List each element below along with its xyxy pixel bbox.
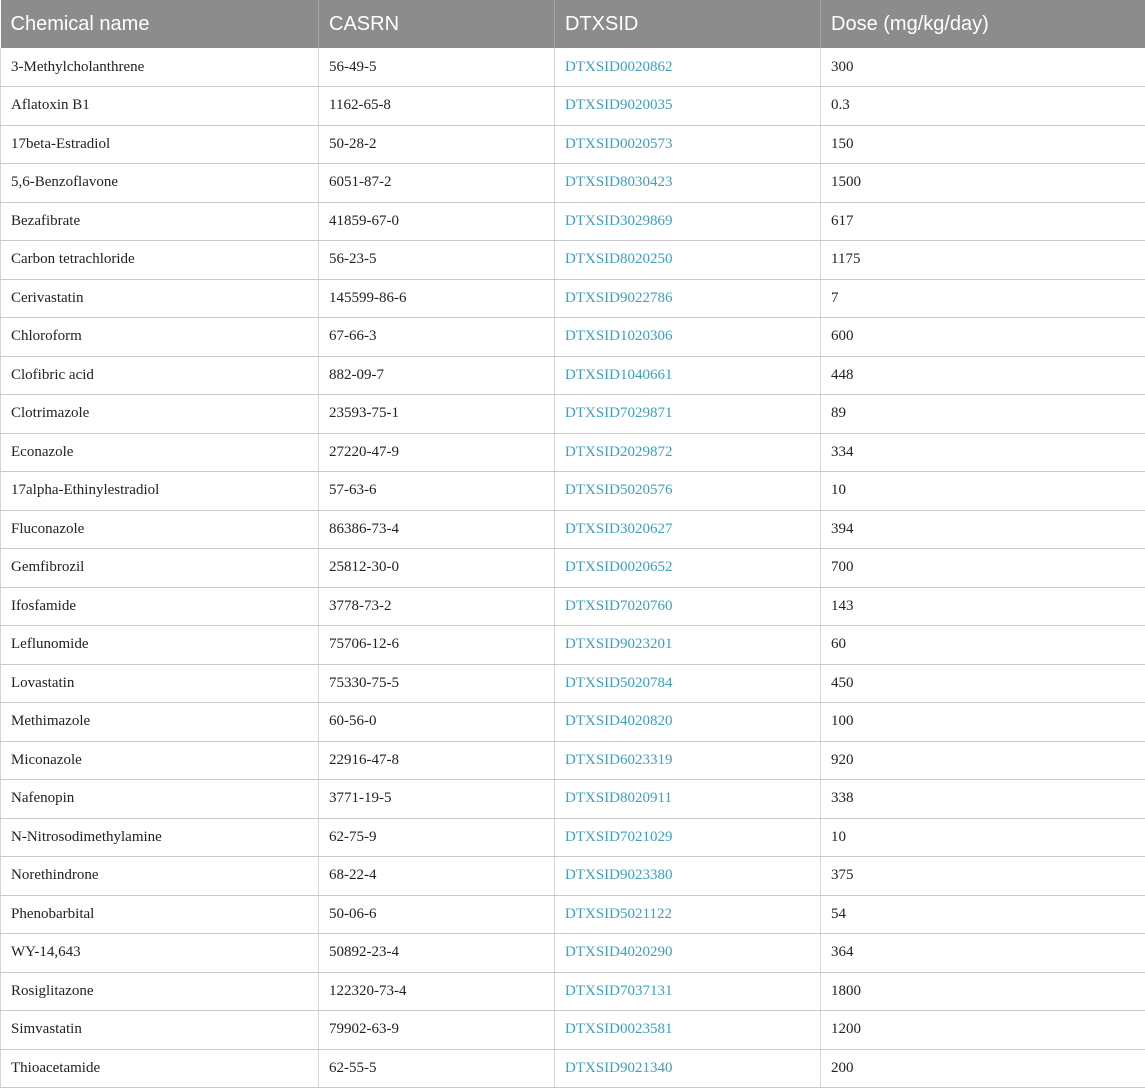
dtxsid-link[interactable]: DTXSID9023380 xyxy=(565,867,673,883)
dtxsid-link[interactable]: DTXSID7021029 xyxy=(565,829,673,845)
cell-dose: 150 xyxy=(821,125,1145,164)
cell-chemical-name: 17beta-Estradiol xyxy=(1,125,319,164)
table-row xyxy=(1,318,1145,357)
dtxsid-link[interactable]: DTXSID5020576 xyxy=(565,482,673,498)
cell-dose: 100 xyxy=(821,703,1145,742)
dtxsid-link[interactable]: DTXSID5020784 xyxy=(565,675,673,691)
dtxsid-link[interactable]: DTXSID2029872 xyxy=(565,444,673,460)
cell-chemical-name: Econazole xyxy=(1,433,319,472)
cell-chemical-name: Miconazole xyxy=(1,741,319,780)
cell-casrn: 67-66-3 xyxy=(319,318,555,357)
cell-chemical-name: Simvastatin xyxy=(1,1011,319,1050)
cell-dose: 1500 xyxy=(821,164,1145,203)
cell-dtxsid xyxy=(555,972,821,1011)
cell-dtxsid xyxy=(555,818,821,857)
cell-casrn: 6051-87-2 xyxy=(319,164,555,203)
table-row xyxy=(1,472,1145,511)
header-dose: Dose (mg/kg/day) xyxy=(821,0,1145,48)
cell-casrn: 86386-73-4 xyxy=(319,510,555,549)
dtxsid-link[interactable]: DTXSID9020035 xyxy=(565,97,673,113)
dtxsid-link[interactable]: DTXSID9023201 xyxy=(565,636,673,652)
dtxsid-link[interactable]: DTXSID5021122 xyxy=(565,906,672,922)
cell-chemical-name: Phenobarbital xyxy=(1,895,319,934)
cell-casrn: 145599-86-6 xyxy=(319,279,555,318)
table-row xyxy=(1,741,1145,780)
dtxsid-link[interactable]: DTXSID9022786 xyxy=(565,290,673,306)
cell-dtxsid xyxy=(555,1011,821,1050)
table-row xyxy=(1,510,1145,549)
cell-casrn: 3778-73-2 xyxy=(319,587,555,626)
cell-dtxsid xyxy=(555,626,821,665)
cell-dose: 364 xyxy=(821,934,1145,973)
dtxsid-link[interactable]: DTXSID0023581 xyxy=(565,1021,673,1037)
dtxsid-link[interactable]: DTXSID7020760 xyxy=(565,598,673,614)
cell-dose: 200 xyxy=(821,1049,1145,1088)
table-row xyxy=(1,626,1145,665)
cell-dose: 448 xyxy=(821,356,1145,395)
table-row xyxy=(1,87,1145,126)
dtxsid-link[interactable]: DTXSID3029869 xyxy=(565,213,673,229)
cell-dtxsid xyxy=(555,857,821,896)
cell-casrn: 23593-75-1 xyxy=(319,395,555,434)
cell-chemical-name: Leflunomide xyxy=(1,626,319,665)
cell-dtxsid xyxy=(555,433,821,472)
cell-casrn: 41859-67-0 xyxy=(319,202,555,241)
table-row xyxy=(1,549,1145,588)
cell-dose: 143 xyxy=(821,587,1145,626)
table-row xyxy=(1,780,1145,819)
cell-dose: 394 xyxy=(821,510,1145,549)
cell-chemical-name: Methimazole xyxy=(1,703,319,742)
cell-casrn: 50-28-2 xyxy=(319,125,555,164)
dtxsid-link[interactable]: DTXSID0020862 xyxy=(565,59,673,75)
cell-dtxsid xyxy=(555,318,821,357)
table-row xyxy=(1,1049,1145,1088)
cell-dtxsid xyxy=(555,664,821,703)
table-header xyxy=(1,0,1145,48)
cell-chemical-name: N-Nitrosodimethylamine xyxy=(1,818,319,857)
cell-dose: 450 xyxy=(821,664,1145,703)
cell-dtxsid xyxy=(555,1049,821,1088)
cell-chemical-name: Chloroform xyxy=(1,318,319,357)
header-chemical-name: Chemical name xyxy=(1,0,319,48)
table-row xyxy=(1,972,1145,1011)
cell-dtxsid xyxy=(555,87,821,126)
cell-casrn: 1162-65-8 xyxy=(319,87,555,126)
cell-dtxsid xyxy=(555,395,821,434)
cell-chemical-name: Norethindrone xyxy=(1,857,319,896)
cell-casrn: 79902-63-9 xyxy=(319,1011,555,1050)
cell-casrn: 62-75-9 xyxy=(319,818,555,857)
cell-dtxsid xyxy=(555,587,821,626)
table-row xyxy=(1,818,1145,857)
cell-casrn: 3771-19-5 xyxy=(319,780,555,819)
cell-chemical-name: 17alpha-Ethinylestradiol xyxy=(1,472,319,511)
dtxsid-link[interactable]: DTXSID8030423 xyxy=(565,174,673,190)
cell-casrn: 75330-75-5 xyxy=(319,664,555,703)
cell-casrn: 27220-47-9 xyxy=(319,433,555,472)
dtxsid-link[interactable]: DTXSID4020820 xyxy=(565,713,673,729)
cell-dose: 334 xyxy=(821,433,1145,472)
table-row xyxy=(1,934,1145,973)
cell-casrn: 75706-12-6 xyxy=(319,626,555,665)
cell-casrn: 62-55-5 xyxy=(319,1049,555,1088)
cell-casrn: 50892-23-4 xyxy=(319,934,555,973)
table-row xyxy=(1,395,1145,434)
cell-casrn: 56-49-5 xyxy=(319,48,555,87)
table-body xyxy=(1,48,1145,1088)
cell-casrn: 50-06-6 xyxy=(319,895,555,934)
cell-dtxsid xyxy=(555,895,821,934)
table-row xyxy=(1,703,1145,742)
dtxsid-link[interactable]: DTXSID1020306 xyxy=(565,328,673,344)
cell-dose: 10 xyxy=(821,818,1145,857)
dtxsid-link[interactable]: DTXSID6023319 xyxy=(565,752,673,768)
cell-chemical-name: WY-14,643 xyxy=(1,934,319,973)
cell-dtxsid xyxy=(555,241,821,280)
table-row xyxy=(1,857,1145,896)
table-row xyxy=(1,164,1145,203)
dtxsid-link[interactable]: DTXSID8020250 xyxy=(565,251,673,267)
header-dtxsid: DTXSID xyxy=(555,0,821,48)
cell-dose: 375 xyxy=(821,857,1145,896)
cell-dose: 700 xyxy=(821,549,1145,588)
cell-casrn: 22916-47-8 xyxy=(319,741,555,780)
dtxsid-link[interactable]: DTXSID1040661 xyxy=(565,367,673,383)
cell-chemical-name: Bezafibrate xyxy=(1,202,319,241)
cell-dose: 920 xyxy=(821,741,1145,780)
dtxsid-link[interactable]: DTXSID7037131 xyxy=(565,983,673,999)
cell-dose: 600 xyxy=(821,318,1145,357)
cell-dose: 1800 xyxy=(821,972,1145,1011)
table-row xyxy=(1,587,1145,626)
cell-chemical-name: Aflatoxin B1 xyxy=(1,87,319,126)
cell-chemical-name: Thioacetamide xyxy=(1,1049,319,1088)
cell-dtxsid xyxy=(555,279,821,318)
cell-dose: 89 xyxy=(821,395,1145,434)
table-row xyxy=(1,664,1145,703)
cell-dose: 54 xyxy=(821,895,1145,934)
table-row xyxy=(1,895,1145,934)
cell-chemical-name: Clotrimazole xyxy=(1,395,319,434)
table-row xyxy=(1,241,1145,280)
cell-chemical-name: 5,6-Benzoflavone xyxy=(1,164,319,203)
cell-casrn: 25812-30-0 xyxy=(319,549,555,588)
cell-dose: 1200 xyxy=(821,1011,1145,1050)
table-row xyxy=(1,279,1145,318)
cell-chemical-name: 3-Methylcholanthrene xyxy=(1,48,319,87)
cell-dtxsid xyxy=(555,510,821,549)
cell-casrn: 57-63-6 xyxy=(319,472,555,511)
header-row xyxy=(1,0,1145,48)
cell-dtxsid xyxy=(555,356,821,395)
cell-dose: 7 xyxy=(821,279,1145,318)
table-row xyxy=(1,48,1145,87)
table-row xyxy=(1,356,1145,395)
cell-dose: 60 xyxy=(821,626,1145,665)
cell-dtxsid xyxy=(555,741,821,780)
cell-casrn: 56-23-5 xyxy=(319,241,555,280)
cell-dtxsid xyxy=(555,780,821,819)
cell-dtxsid xyxy=(555,549,821,588)
cell-dtxsid xyxy=(555,48,821,87)
cell-dtxsid xyxy=(555,164,821,203)
cell-casrn: 68-22-4 xyxy=(319,857,555,896)
table-row xyxy=(1,202,1145,241)
table-row xyxy=(1,1011,1145,1050)
cell-casrn: 122320-73-4 xyxy=(319,972,555,1011)
dtxsid-link[interactable]: DTXSID7029871 xyxy=(565,405,673,421)
cell-dtxsid xyxy=(555,472,821,511)
cell-dtxsid xyxy=(555,125,821,164)
cell-dtxsid xyxy=(555,703,821,742)
cell-chemical-name: Gemfibrozil xyxy=(1,549,319,588)
cell-dose: 1175 xyxy=(821,241,1145,280)
table-row xyxy=(1,433,1145,472)
cell-dose: 10 xyxy=(821,472,1145,511)
dtxsid-link[interactable]: DTXSID9021340 xyxy=(565,1060,673,1076)
dtxsid-link[interactable]: DTXSID0020573 xyxy=(565,136,673,152)
header-casrn: CASRN xyxy=(319,0,555,48)
dtxsid-link[interactable]: DTXSID8020911 xyxy=(565,790,672,806)
cell-chemical-name: Rosiglitazone xyxy=(1,972,319,1011)
dtxsid-link[interactable]: DTXSID3020627 xyxy=(565,521,673,537)
cell-dose: 617 xyxy=(821,202,1145,241)
dtxsid-link[interactable]: DTXSID0020652 xyxy=(565,559,673,575)
cell-chemical-name: Clofibric acid xyxy=(1,356,319,395)
cell-dose: 338 xyxy=(821,780,1145,819)
cell-dose: 300 xyxy=(821,48,1145,87)
cell-chemical-name: Fluconazole xyxy=(1,510,319,549)
cell-dtxsid xyxy=(555,202,821,241)
cell-casrn: 60-56-0 xyxy=(319,703,555,742)
cell-chemical-name: Cerivastatin xyxy=(1,279,319,318)
dtxsid-link[interactable]: DTXSID4020290 xyxy=(565,944,673,960)
cell-dose: 0.3 xyxy=(821,87,1145,126)
cell-chemical-name: Lovastatin xyxy=(1,664,319,703)
cell-chemical-name: Carbon tetrachloride xyxy=(1,241,319,280)
cell-chemical-name: Nafenopin xyxy=(1,780,319,819)
table-row xyxy=(1,125,1145,164)
cell-casrn: 882-09-7 xyxy=(319,356,555,395)
cell-dtxsid xyxy=(555,934,821,973)
cell-chemical-name: Ifosfamide xyxy=(1,587,319,626)
